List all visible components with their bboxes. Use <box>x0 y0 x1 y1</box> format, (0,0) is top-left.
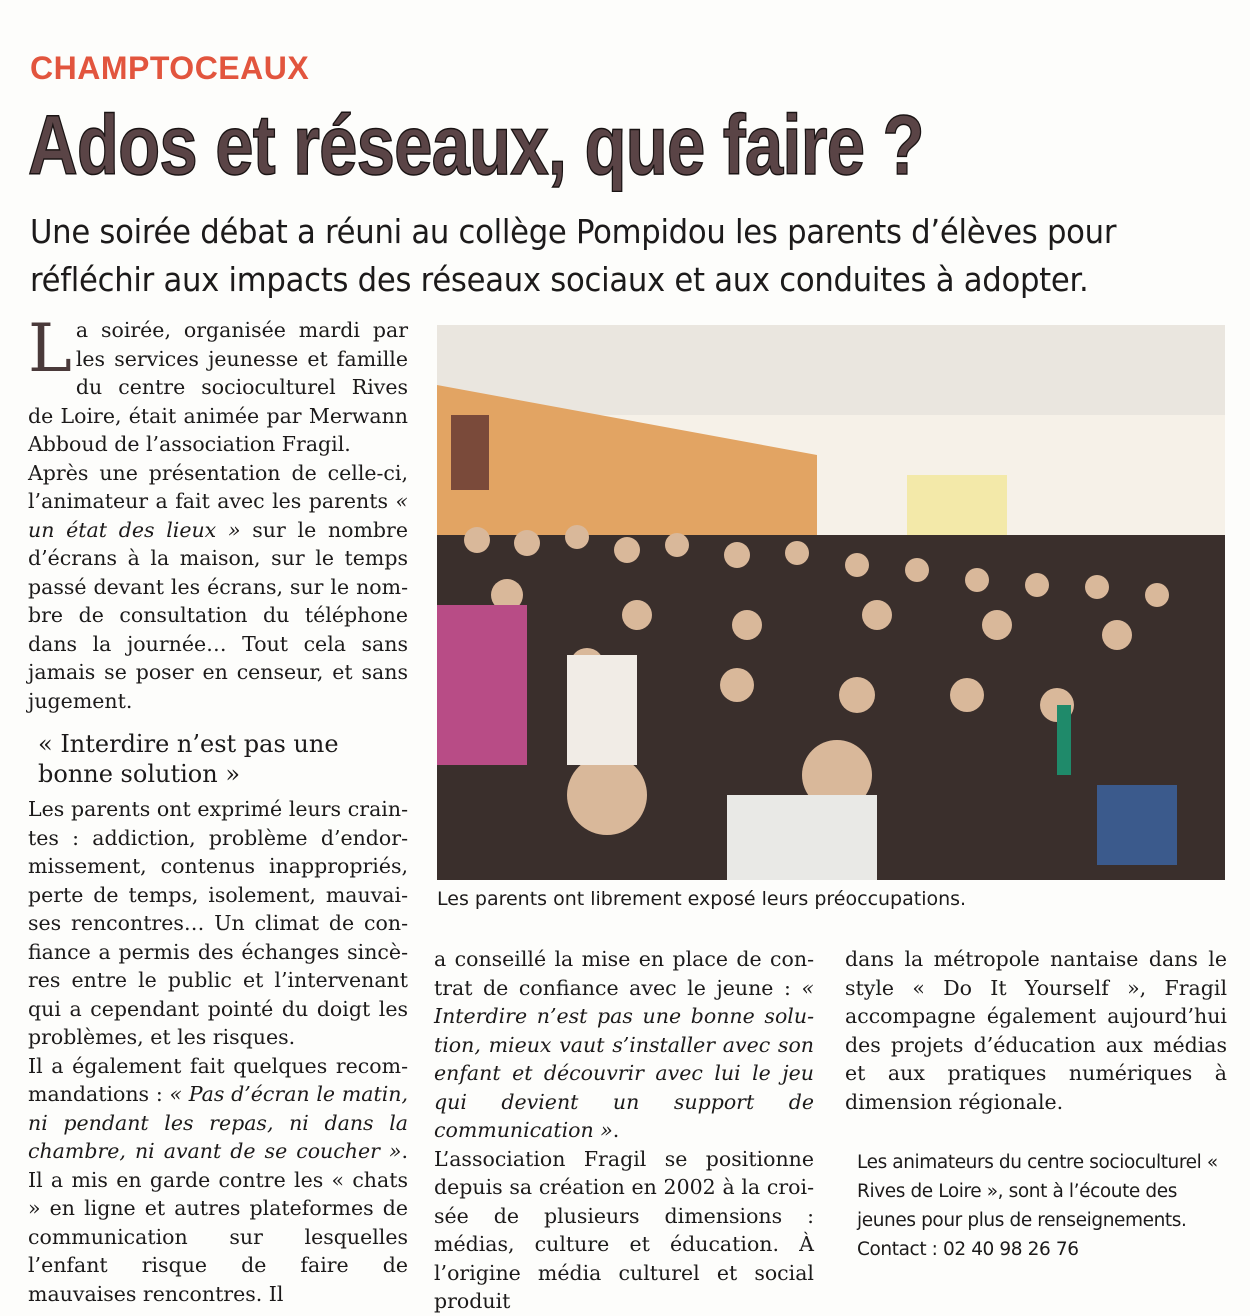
paragraph-text: . Il a mis en garde contre les « chats » en ligne et autres plateformes de communication sur lesquelles l’enfant risque de faire de mauvaises rencontres. Il <box>28 1139 408 1306</box>
article-column-1 <box>28 310 408 1308</box>
standfirst: Une soirée débat a réuni au collège Pompidou les parents d’élèves pour réfléchir aux impacts des réseaux sociaux et aux conduites à adopter. <box>30 212 1117 299</box>
paragraph-text: sur le nombre d’écrans à la maison, sur le temps passé devant les écrans, sur le nombre de consultation du téléphone dans la journée… Tout cela sans jamais se poser en censeur, et sans jugement. <box>28 517 408 713</box>
paragraph-text: . <box>612 1118 620 1142</box>
paragraph-intro <box>28 310 408 459</box>
photo-caption: Les parents ont librement exposé leurs préoccupations. <box>437 888 967 910</box>
quote: « Pas d’écran le matin, ni pendant les repas, ni dans la chambre, ni avant de se coucher » <box>28 1082 408 1163</box>
article-column-2 <box>434 945 814 1316</box>
paragraph-text: a soirée, organisée mardi par les services jeunesse et famille du centre socioculturel Rives de Loire, était animée par Merwann Abboud de l’association Fragil. <box>28 318 408 456</box>
audience-photo-illustration <box>437 325 1225 880</box>
article-photo <box>437 325 1225 880</box>
paragraph-recommandations <box>28 1052 408 1309</box>
contact-info-box: Les animateurs du centre socioculturel « Rives de Loire », sont à l’écoute des jeunes pour plus de renseignements. Contact : 02 40 98 26 76 <box>857 1152 1218 1260</box>
paragraph-text: Il a également fait quelques recommandations : <box>28 1053 408 1106</box>
subheading: « Interdire n’est pas une bonne solution » <box>38 730 339 788</box>
paragraph-fragil: L’association Fragil se positionne depuis sa création en 2002 à la croisée de plusieurs dimensions : médias, culture et éducation. À l’origine média culturel et social produit <box>434 1146 814 1313</box>
headline: Ados et réseaux, que faire ? <box>28 98 924 192</box>
article-column-3 <box>845 945 1227 1116</box>
quote: « Interdire n’est pas une bonne solution, mieux vaut s’installer avec son enfant et découvrir avec lui le jeu qui devient un support de communication » <box>434 975 814 1142</box>
paragraph-text: a conseillé la mise en place de contrat de confiance avec le jeune : <box>434 947 814 1000</box>
paragraph-text: Après une présentation de celle-ci, l’animateur a fait avec les parents <box>28 460 408 513</box>
section-kicker: CHAMPTOCEAUX <box>30 50 310 86</box>
paragraph-contrat <box>434 945 814 1145</box>
drop-cap: L <box>28 310 72 387</box>
paragraph-craintes: Les parents ont exprimé leurs craintes : addiction, problème d’endormissement, contenus inappropriés, perte de temps, isolement, mauvaises rencontres… Un climat de confiance a permis des échanges sincères entre le public et l’intervenant qui a cependant pointé du doigt les problèmes, et les risques. <box>28 797 408 1049</box>
paragraph-fragil-continued: dans la métropole nantaise dans le style « Do It Yourself », Fragil accompagne également aujourd’hui des projets d’éducation aux médias et aux pratiques numériques à dimension régionale. <box>845 947 1227 1114</box>
quote: « un état des lieux » <box>28 489 408 542</box>
paragraph-etat-des-lieux <box>28 459 408 716</box>
